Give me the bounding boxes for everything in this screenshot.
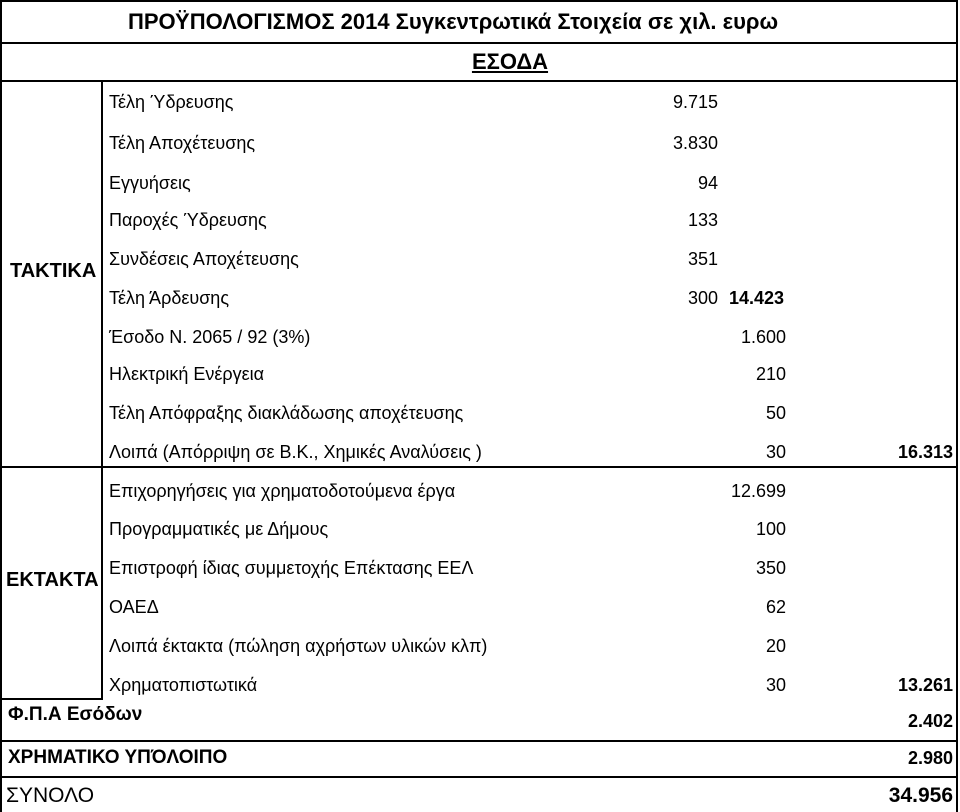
- divider-balance: [0, 776, 958, 778]
- divider-taktika: [0, 466, 958, 468]
- row-label: Παροχές Ύδρευσης: [109, 210, 267, 230]
- row-value: 3.830: [672, 133, 718, 153]
- row-label: Λοιπά (Απόρριψη σε Β.Κ., Χημικές Αναλύσεις ): [109, 442, 482, 462]
- row-value: 9.715: [672, 92, 718, 112]
- row-value: 1.600: [740, 327, 786, 347]
- border-left: [0, 0, 2, 812]
- row-value: 30: [765, 442, 786, 462]
- row-label: Έσοδο Ν. 2065 / 92 (3%): [109, 327, 311, 347]
- row-label: ΟΑΕΔ: [109, 597, 159, 617]
- row-value: 351: [687, 249, 718, 269]
- row-label: Συνδέσεις Αποχέτευσης: [109, 249, 299, 269]
- row-value: 133: [687, 210, 718, 230]
- fpa-value: 2.402: [907, 711, 953, 731]
- divider-fpa: [0, 740, 958, 742]
- row-label: Τέλη Ύδρευσης: [109, 92, 234, 112]
- row-value: 20: [765, 636, 786, 656]
- row-value: 62: [765, 597, 786, 617]
- row-label: Ηλεκτρική Ενέργεια: [109, 364, 265, 384]
- section-heading: ΕΣΟΔΑ: [471, 49, 549, 74]
- divider-ektakta: [0, 698, 102, 700]
- row-label: Επιστροφή ίδιας συμμετοχής Επέκτασης ΕΕΛ: [109, 558, 474, 578]
- balance-label: ΧΡΗΜΑΤΙΚΟ ΥΠΌΛΟΙΠΟ: [8, 747, 228, 768]
- total-value: 13.261: [897, 675, 953, 695]
- row-value: 30: [765, 675, 786, 695]
- border-right: [956, 0, 958, 812]
- row-label: Εγγυήσεις: [109, 173, 191, 193]
- grand-total-value: 34.956: [888, 784, 953, 807]
- row-label: Τέλη Άρδευσης: [109, 288, 229, 308]
- subtotal-value: 14.423: [728, 288, 784, 308]
- row-label: Τέλη Απόφραξης διακλάδωσης αποχέτευσης: [109, 403, 464, 423]
- row-label: Λοιπά έκτακτα (πώληση αχρήστων υλικών κλπ): [109, 636, 488, 656]
- divider-title: [0, 42, 958, 44]
- row-value: 350: [755, 558, 786, 578]
- total-label: ΣΥΝΟΛΟ: [6, 784, 95, 807]
- row-label: Τέλη Αποχέτευσης: [109, 133, 256, 153]
- divider-category: [101, 80, 103, 700]
- category-taktika: ΤΑΚΤΙΚΑ: [10, 260, 97, 282]
- row-value: 12.699: [730, 481, 786, 501]
- page-title: ΠΡΟΫΠΟΛΟΓΙΣΜΟΣ 2014 Συγκεντρωτικά Στοιχεία σε χιλ. ευρω: [128, 9, 779, 34]
- row-value: 300: [687, 288, 718, 308]
- row-value: 210: [755, 364, 786, 384]
- category-ektakta: ΕΚΤΑΚΤΑ: [6, 569, 99, 591]
- fpa-label: Φ.Π.Α Εσόδων: [8, 704, 143, 725]
- row-label: Χρηματοπιστωτικά: [109, 675, 258, 695]
- row-value: 94: [697, 173, 718, 193]
- row-label: Επιχορηγήσεις για χρηματοδοτούμενα έργα: [109, 481, 456, 501]
- row-value: 50: [765, 403, 786, 423]
- divider-section: [0, 80, 958, 82]
- row-value: 100: [755, 519, 786, 539]
- total-value: 16.313: [897, 442, 953, 462]
- balance-value: 2.980: [907, 748, 953, 768]
- border-top: [0, 0, 958, 2]
- row-label: Προγραμματικές με Δήμους: [109, 519, 329, 539]
